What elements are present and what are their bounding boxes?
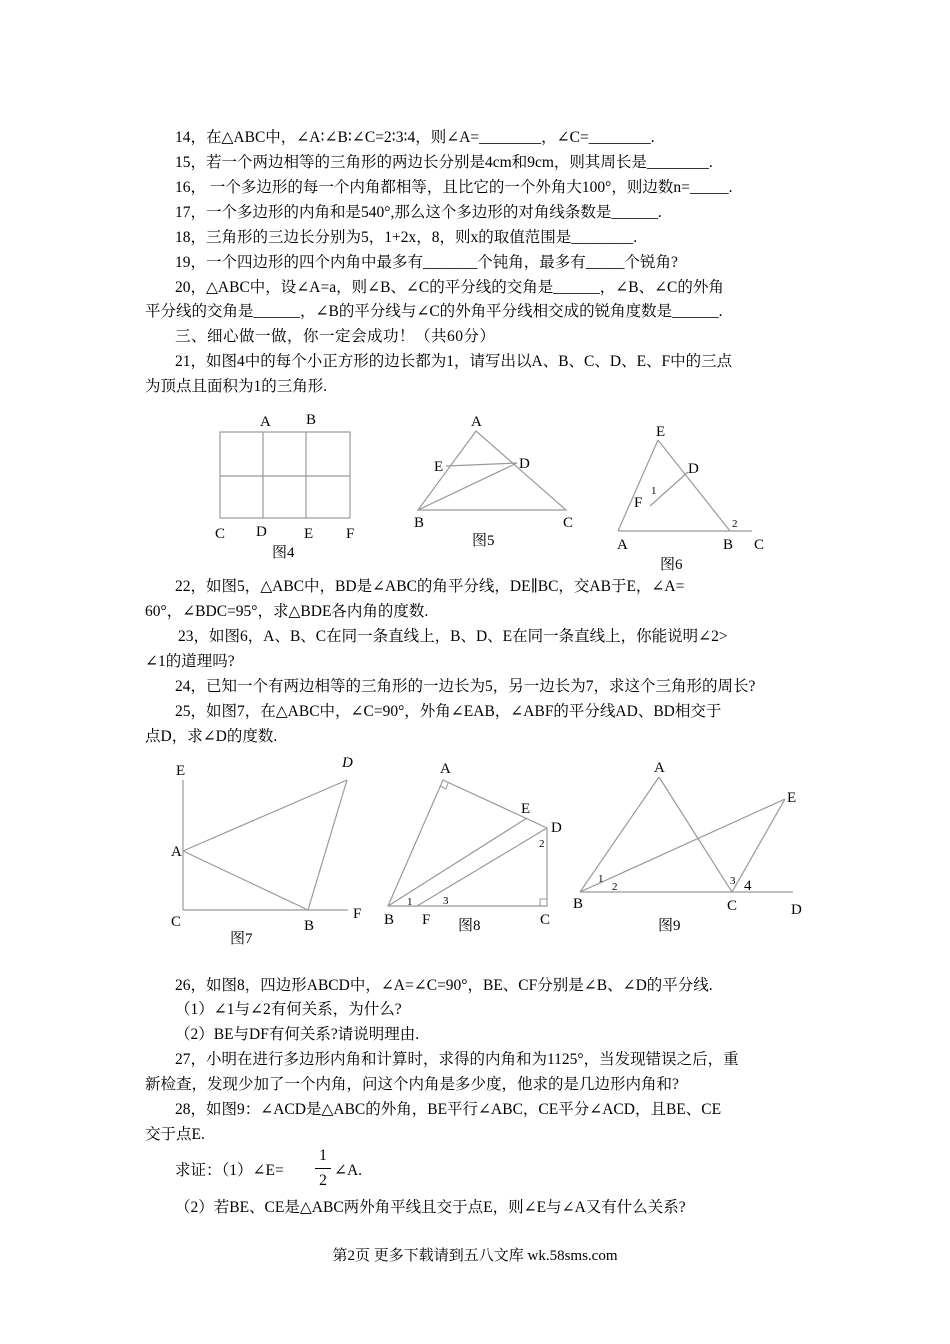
fig6-caption: 图6 bbox=[660, 557, 683, 573]
fig8-label-a: A bbox=[440, 761, 451, 777]
fig9-angle-4: 4 bbox=[744, 878, 752, 894]
fig4-label-b: B bbox=[306, 412, 317, 428]
question-16: 16， 一个多边形的每一个内角都相等，且比它的一个外角大100°，则边数n=_____. bbox=[175, 179, 733, 196]
question-27-line2: 新检查，发现少加了一个内角，问这个内角是多少度，他求的是几边形内角和? bbox=[145, 1076, 679, 1093]
fig9-label-d: D bbox=[791, 902, 802, 918]
fig4-label-f: F bbox=[346, 526, 355, 542]
fraction-bar bbox=[315, 1168, 331, 1169]
fig5-segment-bd bbox=[418, 463, 517, 510]
fig8-segment-be bbox=[388, 818, 527, 906]
question-21-line1: 21，如图4中的每个小正方形的边长都为1，请写出以A、B、C、D、E、F中的三点 bbox=[175, 353, 733, 370]
fig8-angle-2: 2 bbox=[539, 838, 545, 850]
question-25-line2: 点D，求∠D的度数. bbox=[145, 728, 278, 745]
fig7-caption: 图7 bbox=[230, 931, 253, 947]
question-22-line1: 22，如图5，△ABC中，BD是∠ABC的角平分线，DE∥BC，交AB于E，∠A= bbox=[175, 578, 685, 595]
fig6-angle-1: 1 bbox=[651, 485, 657, 497]
fig9-angle-1: 1 bbox=[598, 873, 604, 885]
fig9-line-ba bbox=[580, 777, 659, 892]
fig9-line-ac bbox=[659, 777, 732, 892]
fig6-label-a: A bbox=[617, 537, 628, 553]
question-23-line2: ∠1的道理吗? bbox=[145, 653, 235, 670]
fig9-label-b: B bbox=[573, 896, 584, 912]
fig4-label-d: D bbox=[256, 524, 267, 540]
fig7-label-f: F bbox=[353, 906, 362, 922]
question-24: 24，已知一个有两边相等的三角形的一边长为5，另一边长为7，求这个三角形的周长? bbox=[175, 678, 756, 695]
fig4-caption: 图4 bbox=[272, 545, 295, 561]
question-28-part1-prefix: 求证：（1）∠E= bbox=[175, 1162, 284, 1179]
question-26: 26，如图8，四边形ABCD中，∠A=∠C=90°，BE、CF分别是∠B、∠D的平分线. bbox=[175, 977, 713, 994]
fig5-label-c: C bbox=[563, 515, 574, 531]
fig6-label-e: E bbox=[656, 424, 666, 440]
fig6-label-d: D bbox=[688, 461, 699, 477]
question-28-line1: 28，如图9：∠ACD是△ABC的外角，BE平行∠ABC，CE平分∠ACD，且BE、CE bbox=[175, 1101, 722, 1118]
question-20-line2: 平分线的交角是______，∠B的平分线与∠C的外角平分线相交成的锐角度数是______. bbox=[145, 303, 723, 320]
fig5-segment-de bbox=[446, 463, 517, 466]
fig4-label-a: A bbox=[260, 414, 271, 430]
fig9-label-c: C bbox=[727, 898, 738, 914]
question-22-line2: 60°，∠BDC=95°，求△BDE各内角的度数. bbox=[145, 603, 429, 620]
question-19: 19，一个四边形的四个内角中最多有_______个钝角，最多有_____个锐角? bbox=[175, 254, 678, 271]
fig9-line-ce bbox=[732, 799, 785, 892]
fig4-label-e: E bbox=[304, 526, 314, 542]
fig7-label-a: A bbox=[171, 844, 182, 860]
fig8-caption: 图8 bbox=[458, 918, 481, 934]
page-footer: 第2页 更多下载请到五八文库 wk.58sms.com bbox=[332, 1248, 618, 1264]
fig5-label-d: D bbox=[519, 456, 530, 472]
fig6-angle-2: 2 bbox=[732, 518, 738, 530]
fig5-label-e: E bbox=[434, 459, 444, 475]
fig7-label-e: E bbox=[176, 763, 186, 779]
fig5-label-b: B bbox=[414, 515, 425, 531]
question-28-part1-suffix: ∠A. bbox=[334, 1162, 363, 1179]
fig4-label-c: C bbox=[215, 526, 226, 542]
fig7-label-b: B bbox=[304, 918, 315, 934]
fig8-label-d: D bbox=[551, 820, 562, 836]
fraction-denominator: 2 bbox=[319, 1172, 327, 1189]
fig7-line-ad bbox=[183, 780, 347, 851]
question-25-line1: 25，如图7，在△ABC中，∠C=90°，外角∠EAB，∠ABF的平分线AD、BD相交于 bbox=[175, 703, 722, 720]
fig8-segment-fd bbox=[417, 828, 547, 906]
fig8-label-b: B bbox=[384, 912, 395, 928]
fig6-label-c: C bbox=[754, 537, 765, 553]
fig8-angle-1: 1 bbox=[407, 896, 413, 908]
fraction-numerator: 1 bbox=[319, 1147, 327, 1164]
fig7-line-ab bbox=[183, 851, 308, 910]
fig7-line-db bbox=[308, 780, 347, 910]
fig8-label-f: F bbox=[422, 912, 431, 928]
fig6-line-eb bbox=[658, 440, 730, 531]
question-14: 14，在△ABC中，∠A∶∠B∶∠C=2∶3∶4，则∠A=________，∠C=________. bbox=[175, 129, 655, 146]
fig7-label-d: D bbox=[342, 755, 353, 771]
fig8-right-angle-c bbox=[540, 899, 547, 906]
question-20-line1: 20，△ABC中，设∠A=a，则∠B、∠C的平分线的交角是______，∠B、∠C的外角 bbox=[175, 279, 724, 296]
fig9-caption: 图9 bbox=[658, 918, 681, 934]
fig8-label-e: E bbox=[521, 801, 531, 817]
fig7-label-c: C bbox=[171, 914, 182, 930]
fig9-angle-3: 3 bbox=[730, 875, 736, 887]
fig9-angle-2: 2 bbox=[612, 881, 618, 893]
fig5-label-a: A bbox=[471, 414, 482, 430]
question-26-part2: （2）BE与DF有何关系?请说明理由. bbox=[175, 1026, 420, 1043]
fig4-grid-border bbox=[220, 432, 350, 518]
question-23-line1: 23，如图6，A、B、C在同一条直线上，B、D、E在同一条直线上，你能说明∠2> bbox=[178, 628, 728, 645]
fig8-label-c: C bbox=[540, 912, 551, 928]
fig9-label-e: E bbox=[787, 790, 797, 806]
fig8-angle-3: 3 bbox=[443, 895, 449, 907]
fig6-label-f: F bbox=[634, 495, 643, 511]
question-28-line2: 交于点E. bbox=[145, 1126, 205, 1143]
section-3-heading: 三、细心做一做，你一定会成功！（共60分） bbox=[175, 328, 496, 345]
question-21-line2: 为顶点且面积为1的三角形. bbox=[145, 378, 328, 395]
question-18: 18，三角形的三边长分别为5，1+2x，8，则x的取值范围是________. bbox=[175, 229, 638, 246]
fig9-label-a: A bbox=[654, 760, 665, 776]
question-15: 15，若一个两边相等的三角形的两边长分别是4cm和9cm，则其周长是________. bbox=[175, 154, 713, 171]
fig5-caption: 图5 bbox=[472, 533, 495, 549]
question-17: 17，一个多边形的内角和是540°,那么这个多边形的对角线条数是______. bbox=[175, 204, 662, 221]
question-26-part1: （1）∠1与∠2有何关系，为什么? bbox=[175, 1001, 402, 1018]
fig6-label-b: B bbox=[723, 537, 734, 553]
question-27-line1: 27，小明在进行多边形内角和计算时，求得的内角和为1125°，当发现错误之后，重 bbox=[175, 1051, 739, 1068]
question-28-part2: （2）若BE、CE是△ABC两外角平线且交于点E，则∠E与∠A又有什么关系? bbox=[175, 1199, 686, 1216]
